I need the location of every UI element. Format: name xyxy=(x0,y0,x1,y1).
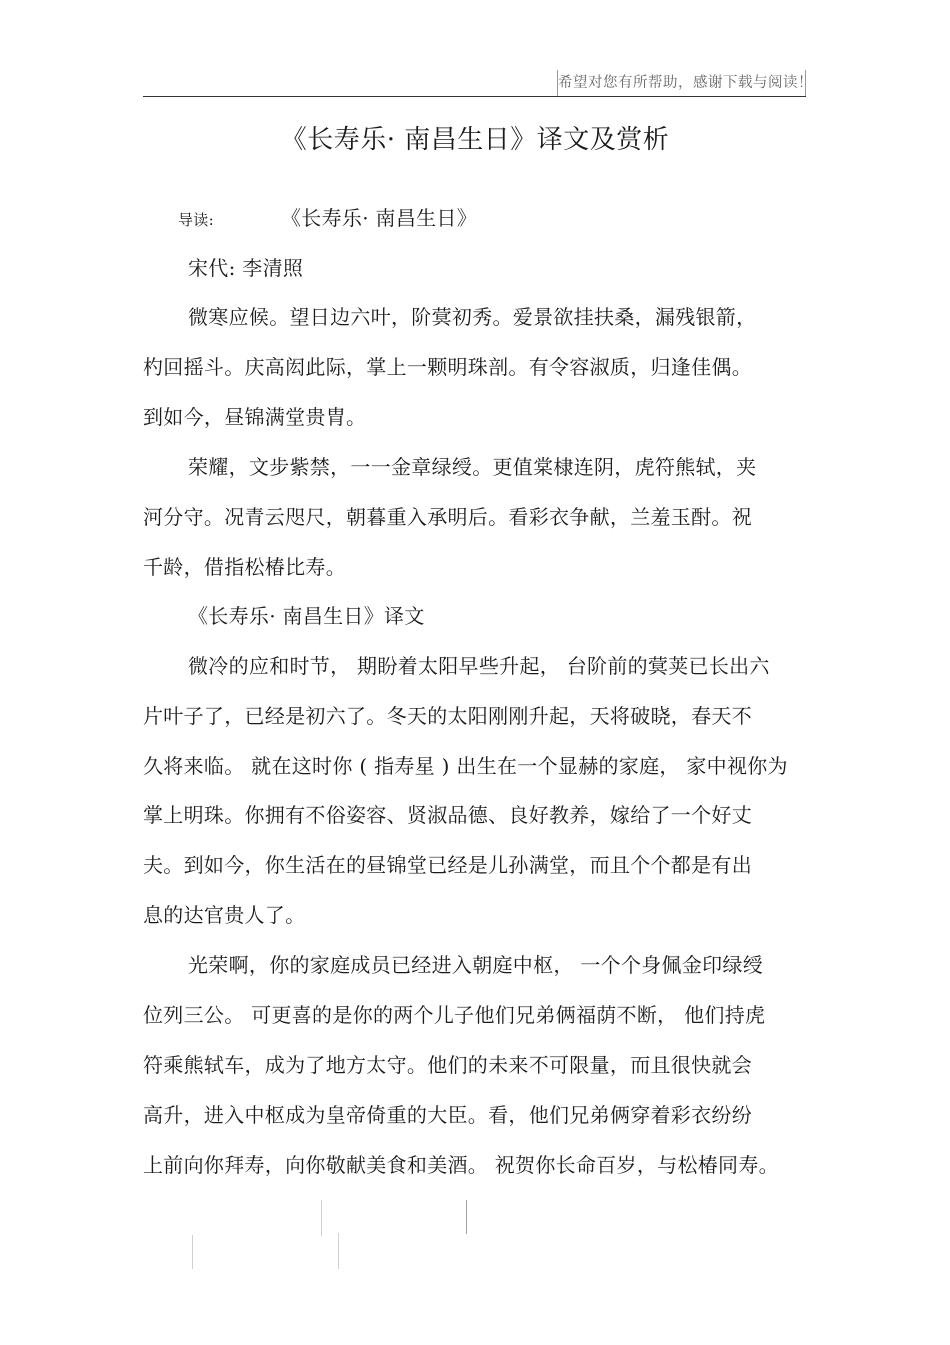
scan-mark xyxy=(338,1233,339,1269)
poem-line: 杓回摇斗。庆高闳此际，掌上一颗明珠剖。有令容淑质，归逢佳偶。 xyxy=(143,355,752,379)
guide-label: 导读: xyxy=(178,211,214,229)
translation-line: 夫。到如今，你生活在的昼锦堂已经是儿孙满堂，而且个个都是有出 xyxy=(143,853,752,877)
dynasty-author: 宋代: 李清照 xyxy=(188,256,304,280)
translation-heading: 《长寿乐· 南昌生日》译文 xyxy=(188,604,425,628)
guide-line xyxy=(178,203,478,235)
translation-line: 位列三公。 可更喜的是你的两个儿子他们兄弟俩福荫不断， 他们持虎 xyxy=(143,1003,766,1027)
poem-line: 荣耀，文步紫禁，一一金章绿绶。更值棠棣连阴，虎符熊轼，夹 xyxy=(188,455,757,479)
translation-line: 光荣啊，你的家庭成员已经进入朝庭中枢， 一个个身佩金印绿绶 xyxy=(188,953,764,977)
translation-line: 微冷的应和时节， 期盼着太阳早些升起， 台阶前的蓂荚已长出六 xyxy=(188,654,770,678)
translation-line: 片叶子了，已经是初六了。冬天的太阳刚刚升起，天将破晓，春天不 xyxy=(143,704,752,728)
guide-title: 《长寿乐· 南昌生日》 xyxy=(281,206,478,230)
header-note: 希望对您有所帮助，感谢下载与阅读！ xyxy=(557,70,806,96)
poem-line: 河分守。况青云咫尺，朝暮重入承明后。看彩衣争献，兰羞玉酎。祝 xyxy=(143,505,752,529)
translation-line: 久将来临。 就在这时你 ( 指寿星 ) 出生在一个显赫的家庭， 家中视你为 xyxy=(143,754,788,778)
poem-line: 千龄，借指松椿比寿。 xyxy=(143,555,346,579)
poem-line: 微寒应候。望日边六叶，阶蓂初秀。爱景欲挂扶桑，漏残银箭， xyxy=(188,305,757,329)
translation-line: 上前向你拜寿，向你敬献美食和美酒。 祝贺你长命百岁，与松椿同寿。 xyxy=(143,1153,779,1177)
translation-line: 息的达官贵人了。 xyxy=(143,903,306,927)
document-title: 《长寿乐· 南昌生日》译文及赏析 xyxy=(280,125,670,155)
translation-line: 高升，进入中枢成为皇帝倚重的大臣。看，他们兄弟俩穿着彩衣纷纷 xyxy=(143,1103,752,1127)
scan-mark xyxy=(321,1200,322,1236)
header-rule xyxy=(143,96,806,97)
translation-line: 掌上明珠。你拥有不俗姿容、贤淑品德、良好教养，嫁给了一个好丈 xyxy=(143,803,752,827)
scan-mark xyxy=(466,1200,467,1234)
scan-mark xyxy=(192,1235,193,1269)
translation-line: 符乘熊轼车，成为了地方太守。他们的未来不可限量，而且很快就会 xyxy=(143,1053,752,1077)
poem-line: 到如今，昼锦满堂贵胄。 xyxy=(143,405,367,429)
